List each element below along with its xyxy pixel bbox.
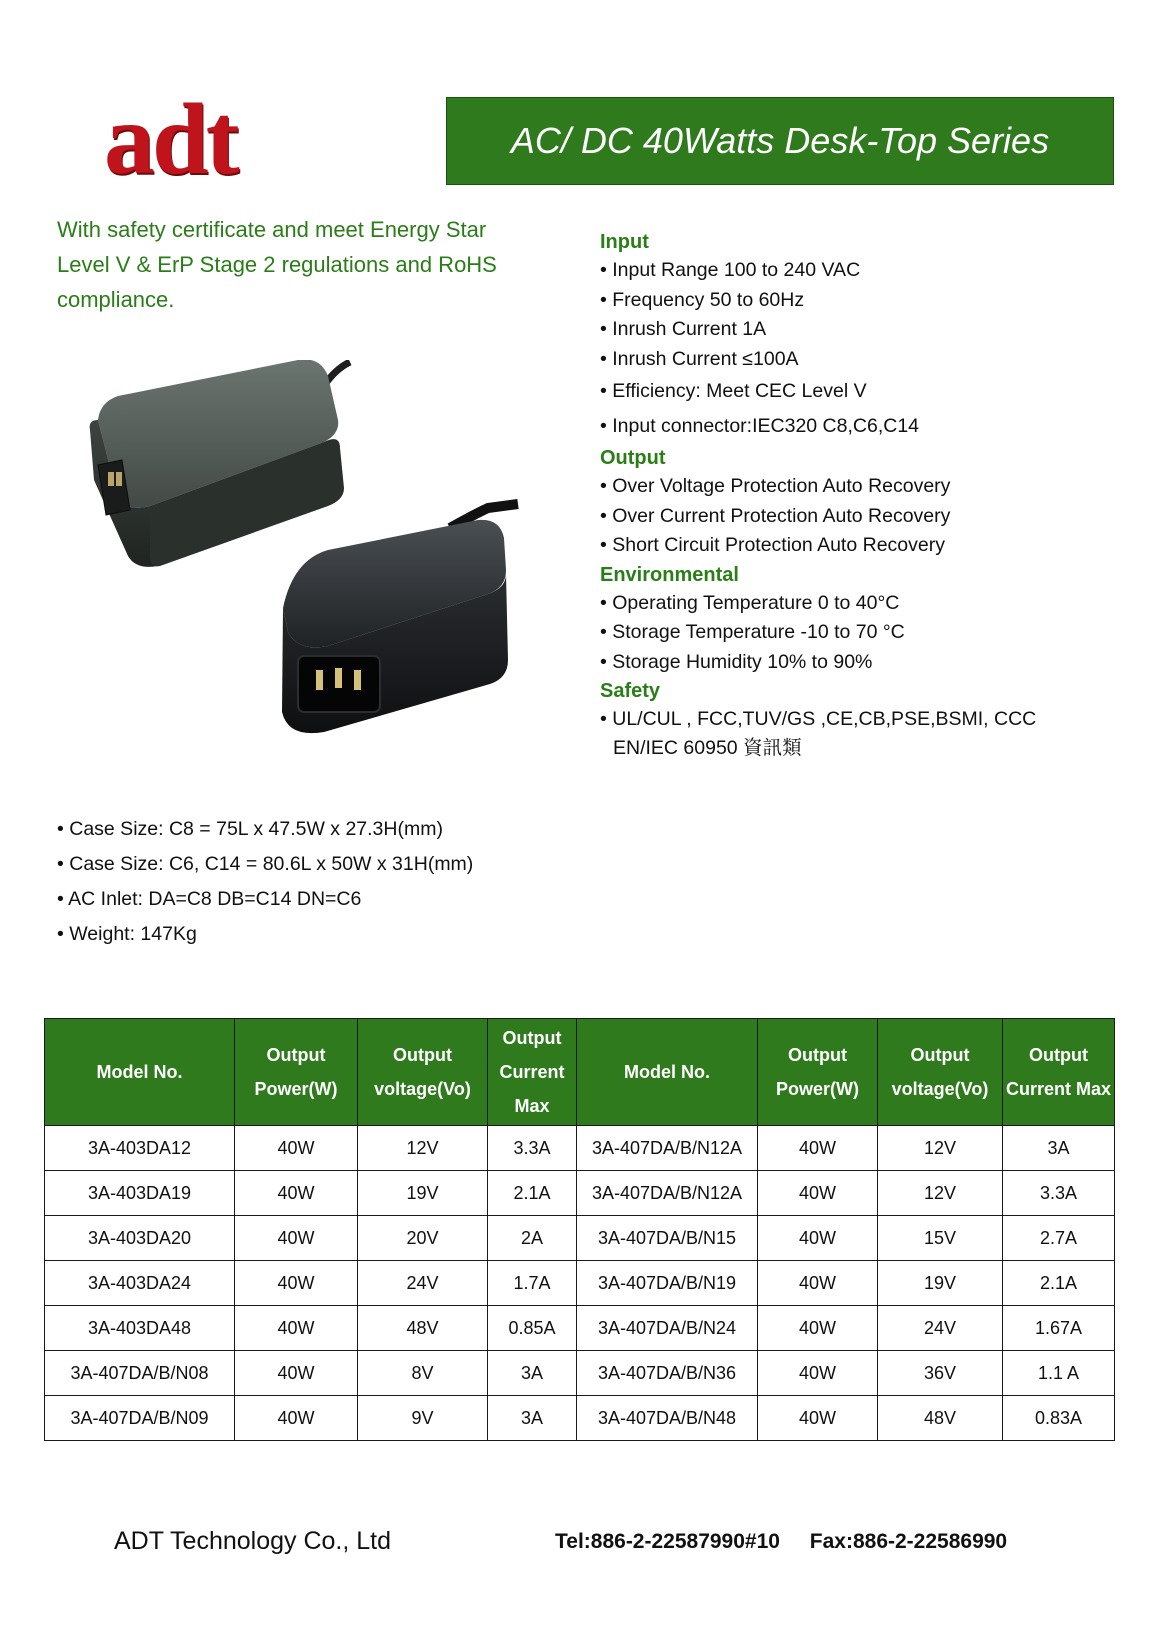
table-cell: 3A-407DA/B/N12A xyxy=(577,1126,758,1171)
table-cell: 1.67A xyxy=(1003,1306,1115,1351)
table-cell: 2.1A xyxy=(488,1171,577,1216)
table-cell: 3.3A xyxy=(1003,1171,1115,1216)
table-cell: 40W xyxy=(235,1306,358,1351)
model-table xyxy=(44,1018,1115,1441)
table-cell: 15V xyxy=(878,1216,1003,1261)
table-row xyxy=(45,1126,1115,1171)
table-cell: 24V xyxy=(358,1261,488,1306)
table-cell: 2A xyxy=(488,1216,577,1261)
case-info-list xyxy=(57,812,473,952)
column-header: Output Current Max xyxy=(1003,1019,1115,1126)
spec-item: • Inrush Current ≤100A xyxy=(600,347,799,370)
title-banner xyxy=(446,97,1114,185)
company-logo xyxy=(104,83,334,196)
table-cell: 40W xyxy=(235,1216,358,1261)
table-cell: 3A-403DA48 xyxy=(45,1306,235,1351)
table-cell: 40W xyxy=(235,1396,358,1441)
table-cell: 40W xyxy=(758,1171,878,1216)
contact-info xyxy=(555,1530,1031,1554)
column-header: Model No. xyxy=(577,1019,758,1126)
column-header: Output voltage(Vo) xyxy=(358,1019,488,1126)
table-cell: 3.3A xyxy=(488,1126,577,1171)
column-header: Model No. xyxy=(45,1019,235,1126)
table-row xyxy=(45,1171,1115,1216)
table-cell: 3A-403DA24 xyxy=(45,1261,235,1306)
spec-item: • Efficiency: Meet CEC Level V xyxy=(600,380,867,402)
spec-item: • Frequency 50 to 60Hz xyxy=(600,288,805,311)
spec-item-continued: EN/IEC 60950 資訊類 xyxy=(613,736,802,759)
table-cell: 3A-407DA/B/N19 xyxy=(577,1261,758,1306)
table-cell: 8V xyxy=(358,1351,488,1396)
logo-text: adt xyxy=(104,83,237,196)
table-cell: 20V xyxy=(358,1216,488,1261)
table-cell: 3A xyxy=(1003,1126,1115,1171)
table-cell: 24V xyxy=(878,1306,1003,1351)
table-cell: 12V xyxy=(878,1126,1003,1171)
table-cell: 3A-407DA/B/N15 xyxy=(577,1216,758,1261)
case-info-item: • AC Inlet: DA=C8 DB=C14 DN=C6 xyxy=(57,888,362,910)
table-row xyxy=(45,1261,1115,1306)
spec-item: • Input Range 100 to 240 VAC xyxy=(600,259,861,281)
table-cell: 3A-407DA/B/N09 xyxy=(45,1396,235,1441)
table-cell: 40W xyxy=(758,1306,878,1351)
spec-list xyxy=(600,228,1120,762)
safety-heading: Safety xyxy=(600,680,661,702)
table-row xyxy=(45,1216,1115,1261)
spec-item: • Inrush Current 1A xyxy=(600,318,767,340)
page-title: AC/ DC 40Watts Desk-Top Series xyxy=(510,120,1050,161)
table-cell: 3A-403DA19 xyxy=(45,1171,235,1216)
environmental-heading: Environmental xyxy=(600,563,739,586)
table-cell: 9V xyxy=(358,1396,488,1441)
table-cell: 12V xyxy=(358,1126,488,1171)
spec-item: • Short Circuit Protection Auto Recovery xyxy=(600,534,945,556)
table-cell: 40W xyxy=(758,1261,878,1306)
table-cell: 40W xyxy=(235,1261,358,1306)
table-cell: 19V xyxy=(358,1171,488,1216)
case-info-item: • Case Size: C8 = 75L x 47.5W x 27.3H(mm) xyxy=(57,818,443,840)
input-heading: Input xyxy=(600,231,649,253)
table-cell: 3A-407DA/B/N36 xyxy=(577,1351,758,1396)
table-cell: 3A-407DA/B/N24 xyxy=(577,1306,758,1351)
table-cell: 3A xyxy=(488,1351,577,1396)
case-info-item: • Case Size: C6, C14 = 80.6L x 50W x 31H(mm) xyxy=(57,853,474,875)
spec-item: • Input connector:IEC320 C8,C6,C14 xyxy=(600,415,920,437)
table-cell: 40W xyxy=(235,1171,358,1216)
company-name: ADT Technology Co., Ltd xyxy=(114,1527,392,1555)
table-cell: 40W xyxy=(758,1351,878,1396)
spec-item: • Over Voltage Protection Auto Recovery xyxy=(600,475,951,497)
spec-item: • Operating Temperature 0 to 40°C xyxy=(600,591,900,614)
table-cell: 48V xyxy=(878,1396,1003,1441)
table-cell: 1.7A xyxy=(488,1261,577,1306)
spec-item: • UL/CUL , FCC,TUV/GS ,CE,CB,PSE,BSMI, CCC xyxy=(600,708,1037,730)
spec-item: • Storage Temperature -10 to 70 °C xyxy=(600,621,905,643)
table-row xyxy=(45,1396,1115,1441)
spec-item: • Storage Humidity 10% to 90% xyxy=(600,650,873,673)
table-cell: 3A-407DA/B/N12A xyxy=(577,1171,758,1216)
table-cell: 3A-407DA/B/N08 xyxy=(45,1351,235,1396)
output-heading: Output xyxy=(600,447,666,469)
table-cell: 40W xyxy=(758,1396,878,1441)
table-cell: 2.7A xyxy=(1003,1216,1115,1261)
case-info-item: • Weight: 147Kg xyxy=(57,923,197,945)
table-cell: 36V xyxy=(878,1351,1003,1396)
table-row xyxy=(45,1306,1115,1351)
column-header: Output Power(W) xyxy=(758,1019,878,1126)
phone-number: Tel:886-2-22587990#10 xyxy=(555,1530,780,1553)
table-cell: 3A-403DA12 xyxy=(45,1126,235,1171)
table-cell: 3A-407DA/B/N48 xyxy=(577,1396,758,1441)
table-cell: 0.85A xyxy=(488,1306,577,1351)
column-header: Output Power(W) xyxy=(235,1019,358,1126)
table-cell: 40W xyxy=(758,1126,878,1171)
table-cell: 1.1 A xyxy=(1003,1351,1115,1396)
table-cell: 40W xyxy=(758,1216,878,1261)
table-cell: 12V xyxy=(878,1171,1003,1216)
table-cell: 0.83A xyxy=(1003,1396,1115,1441)
table-cell: 3A xyxy=(488,1396,577,1441)
table-header-row xyxy=(45,1019,1115,1126)
intro-text: With safety certificate and meet Energy Star Level V & ErP Stage 2 regulations and RoHS compliance. xyxy=(57,217,497,312)
table-cell: 19V xyxy=(878,1261,1003,1306)
table-cell: 40W xyxy=(235,1126,358,1171)
table-cell: 40W xyxy=(235,1351,358,1396)
table-row xyxy=(45,1351,1115,1396)
column-header: Output Current Max xyxy=(488,1019,577,1126)
column-header: Output voltage(Vo) xyxy=(878,1019,1003,1126)
table-cell: 3A-403DA20 xyxy=(45,1216,235,1261)
spec-item: • Over Current Protection Auto Recovery xyxy=(600,504,951,527)
product-photo xyxy=(88,360,548,780)
table-cell: 2.1A xyxy=(1003,1261,1115,1306)
fax-number: Fax:886-2-22586990 xyxy=(809,1530,1008,1553)
table-cell: 48V xyxy=(358,1306,488,1351)
